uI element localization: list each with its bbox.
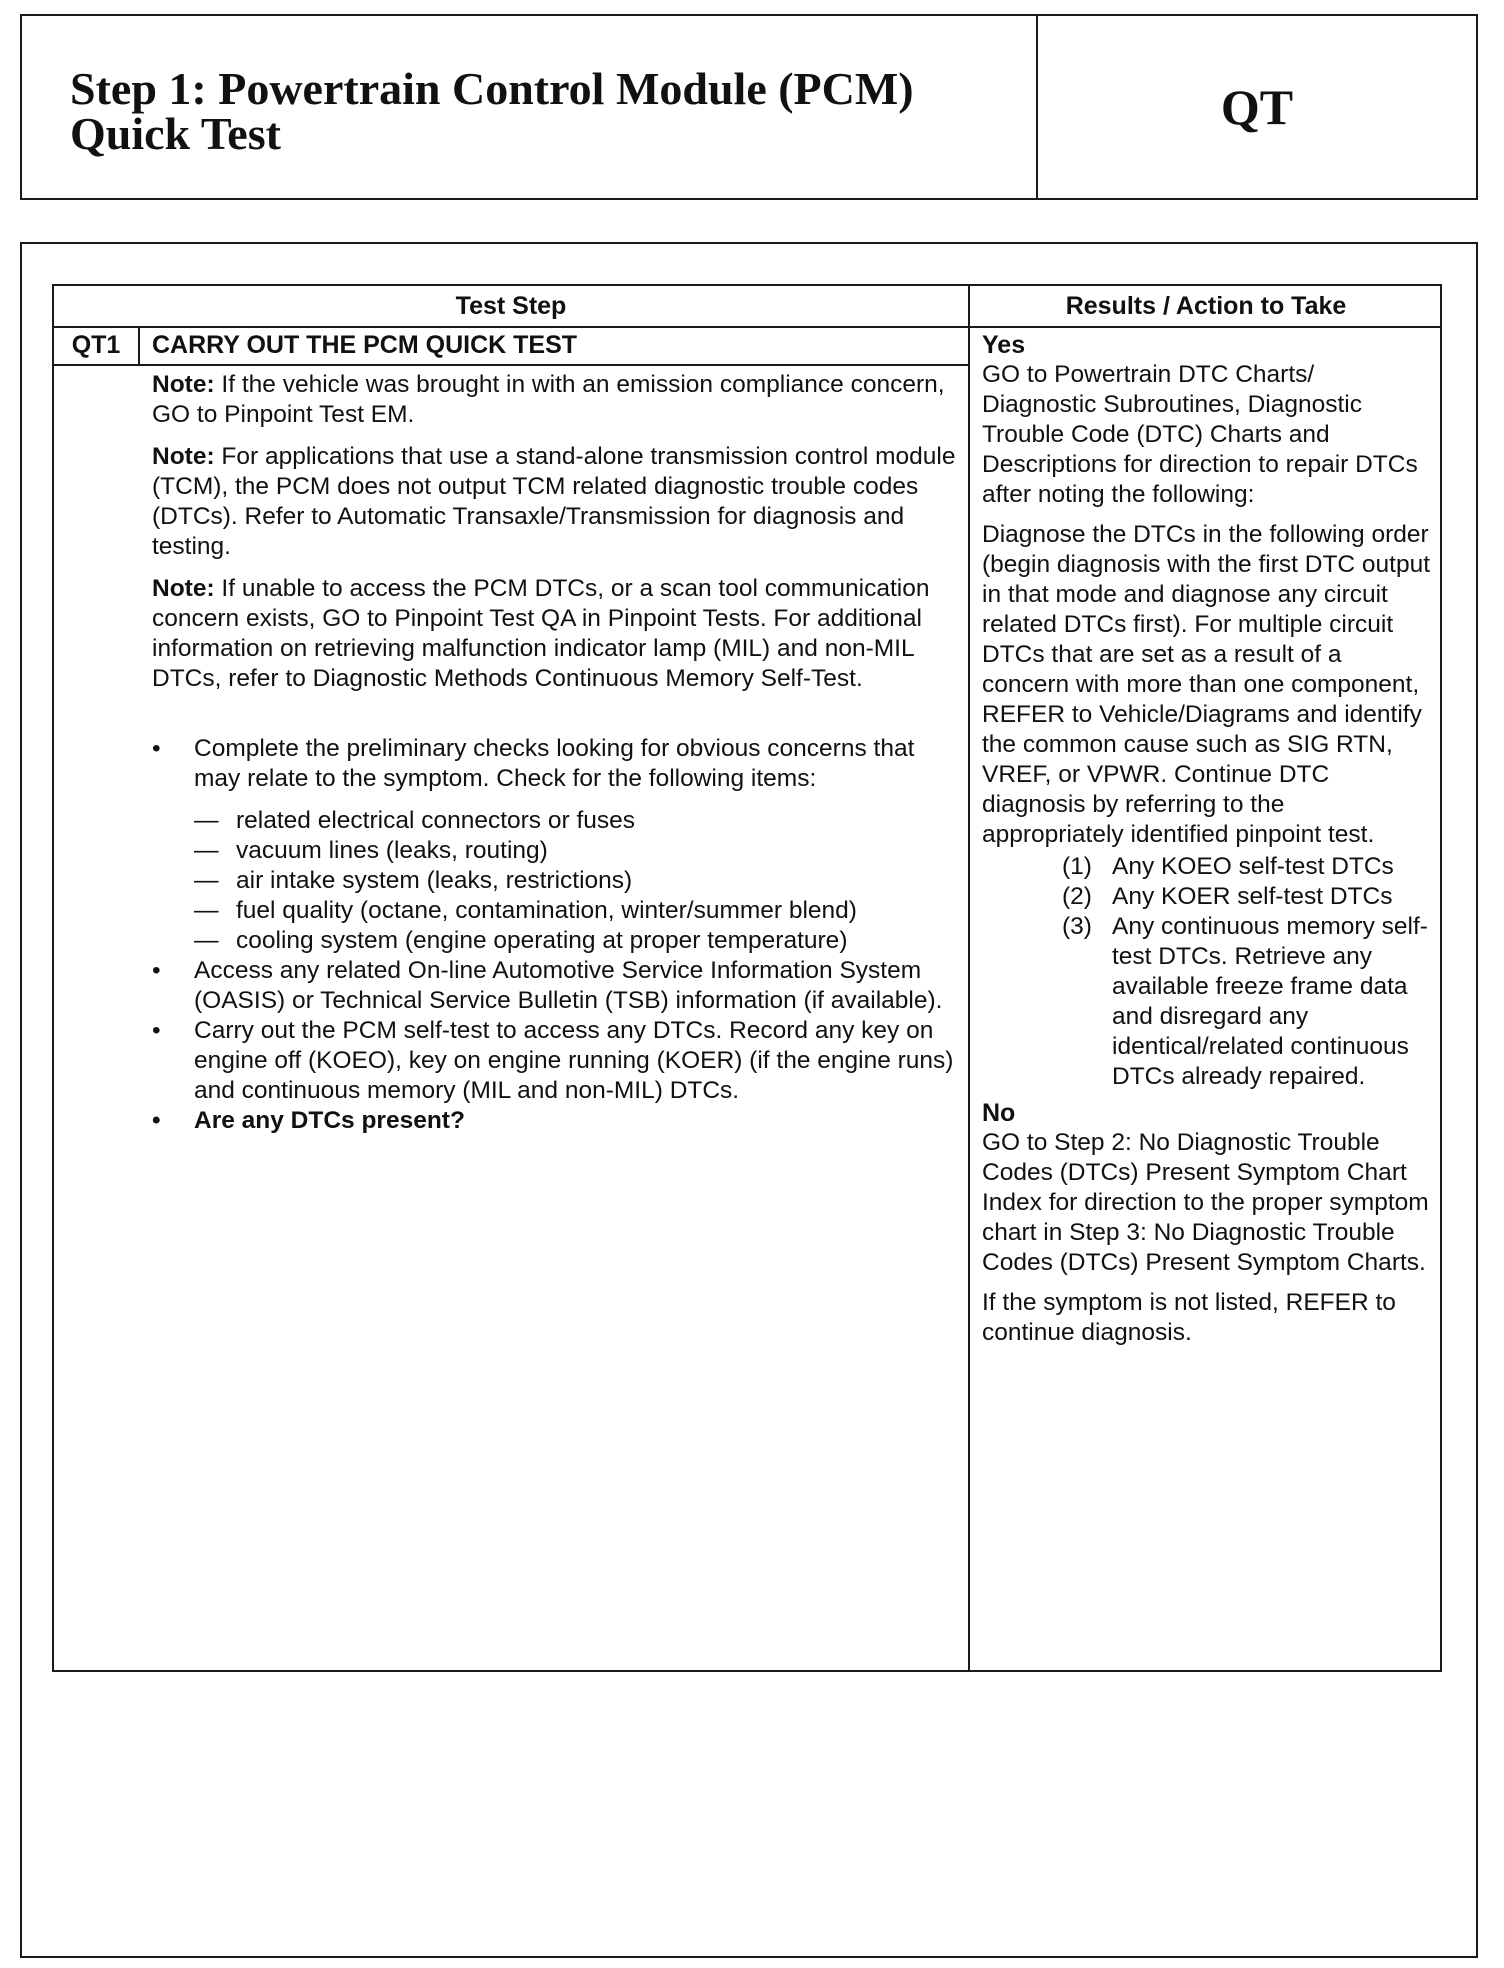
note-1: [152, 370, 962, 430]
order-text: Any KOER self-test DTCs: [1112, 883, 1393, 910]
note-text: If the vehicle was brought in with an emission compliance concern, GO to Pinpoint Test EM.: [152, 371, 945, 428]
test-step-table: [52, 284, 1442, 1672]
note-3: [152, 574, 962, 694]
page-title: Step 1: Powertrain Control Module (PCM) Quick Test: [70, 63, 914, 159]
test-step-content: [152, 370, 962, 1136]
results-content: [982, 330, 1432, 1358]
no-action: GO to Step 2: No Diagnostic Trouble Codes (DTCs) Present Symptom Chart Index for direction to the proper symptom chart in Step 3: No Diagnostic Trouble Codes (DTCs) Present Symptom Charts.: [982, 1129, 1429, 1276]
order-number: (3): [1062, 913, 1092, 940]
sub-list-item: — air intake system (leaks, restrictions): [194, 866, 962, 896]
order-number: (1): [1062, 853, 1092, 880]
diagnosis-order-list: [982, 852, 1432, 1092]
note-label: Note:: [152, 575, 215, 602]
sub-list-item: — cooling system (engine operating at proper temperature): [194, 926, 962, 956]
list-item: [152, 734, 962, 956]
column-header-test-step: Test Step: [455, 292, 567, 320]
step-id: QT1: [71, 331, 121, 359]
order-item: [1062, 852, 1432, 882]
column-header-results: Results / Action to Take: [1065, 292, 1347, 320]
yes-label: Yes: [982, 331, 1026, 359]
yes-diagnosis-order: Diagnose the DTCs in the following order (begin diagnosis with the first DTC output in that mode and diagnose any circuit related DTCs first). For multiple circuit DTCs that are set as a result of a concern with more than one component, REFER to Vehicle/Diagrams and identify the common cause such as SIG RTN, VREF, or VPWR. Continue DTC diagnosis by referring to the appropriately identified pinpoint test.: [982, 521, 1431, 848]
order-number: (2): [1062, 883, 1092, 910]
note-text: For applications that use a stand-alone transmission control module (TCM), the PCM does not output TCM related diagnostic trouble codes (DTCs). Refer to Automatic Transaxle/Transmission for diagnosis and testing.: [152, 443, 956, 560]
list-item-question: • Are any DTCs present?: [152, 1106, 962, 1136]
step-title: CARRY OUT THE PCM QUICK TEST: [152, 331, 578, 359]
list-item: • Access any related On-line Automotive Service Information System (OASIS) or Technical Service Bulletin (TSB) information (if available).: [152, 956, 962, 1016]
list-item-text: Complete the preliminary checks looking for obvious concerns that may relate to the symptom. Check for the following items:: [194, 735, 915, 792]
order-item: [1062, 912, 1432, 1092]
order-text: Any KOEO self-test DTCs: [1112, 853, 1394, 880]
sub-list-item: — vacuum lines (leaks, routing): [194, 836, 962, 866]
step-id-divider: [138, 326, 140, 364]
note-text: If unable to access the PCM DTCs, or a scan tool communication concern exists, GO to Pinpoint Test QA in Pinpoint Tests. For additional information on retrieving malfunction indicator lamp (MIL) and non-MIL DTCs, refer to Diagnostic Methods Continuous Memory Self-Test.: [152, 575, 930, 692]
preliminary-check-items: [194, 806, 962, 956]
order-item: [1062, 882, 1432, 912]
note-label: Note:: [152, 371, 215, 398]
sub-list-item: — related electrical connectors or fuses: [194, 806, 962, 836]
order-text: Any continuous memory self-test DTCs. Retrieve any available freeze frame data and disregard any identical/related continuous DTCs already repaired.: [1112, 913, 1428, 1090]
check-list: [152, 734, 962, 1136]
list-item: • Carry out the PCM self-test to access any DTCs. Record any key on engine off (KOEO), key on engine running (KOER) (if the engine runs) and continuous memory (MIL and non-MIL) DTCs.: [152, 1016, 962, 1106]
step-title-divider: [54, 364, 968, 366]
note-2: [152, 442, 962, 562]
sub-list-item: — fuel quality (octane, contamination, winter/summer blend): [194, 896, 962, 926]
section-code: QT: [1220, 79, 1294, 135]
note-label: Note:: [152, 443, 215, 470]
column-divider: [968, 286, 970, 1670]
page-header: [20, 14, 1478, 200]
yes-action: GO to Powertrain DTC Charts/ Diagnostic Subroutines, Diagnostic Trouble Code (DTC) Charts and Descriptions for direction to repair DTCs after noting the following:: [982, 361, 1418, 508]
no-label: No: [982, 1099, 1016, 1127]
no-action-fallback: If the symptom is not listed, REFER to continue diagnosis.: [982, 1289, 1396, 1346]
